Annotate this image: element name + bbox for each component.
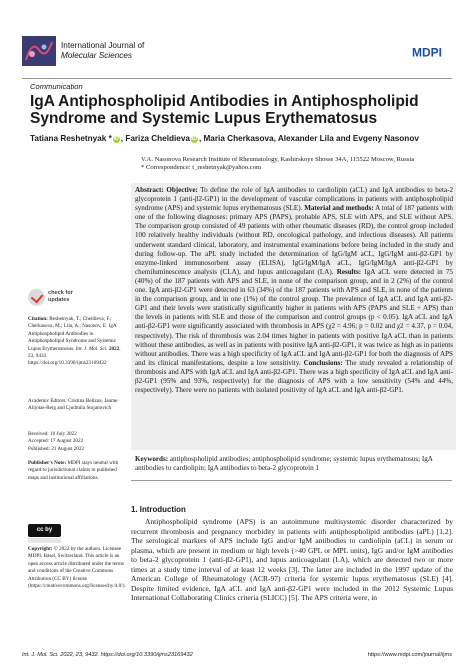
- publisher-note: [28, 460, 124, 482]
- copyright-text: © 2022 by the authors. Licensee MDPI, Basel, Switzerland. This article is an open access article distributed under the terms and conditions of the Creative Commons Attribution (CC BY) license (https://creativecommons.org/licenses/by/4.0/).: [28, 546, 126, 590]
- citation-year: 2022: [108, 345, 120, 352]
- author-cheldieva[interactable]: , Fariza Cheldieva: [120, 134, 190, 143]
- footer-journal-link[interactable]: https://www.mdpi.com/journal/ijms: [367, 652, 452, 658]
- cc-by-license-strip: [28, 538, 61, 543]
- abstract-conclusions-label: Conclusions:: [300, 358, 343, 367]
- author-others: , Maria Cherkasova, Alexander Lila and Evgeny Nasonov: [198, 134, 419, 143]
- citation-block: [28, 316, 124, 368]
- mdpi-logo[interactable]: [405, 43, 449, 66]
- citation-text: Reshetnyak, T.; Cheldieva, F.; Cherkasova, M.; Lila, A.; Nasonov, E. IgA Antiphospholipid Antibodies in Antiphospholipid Syndrome and Systemic Lupus Erythematosus.: [28, 316, 117, 352]
- article-type: Communication: [30, 82, 83, 91]
- publisher-note-text: MDPI stays neutral with regard to jurisdictional claims in published maps and institutional affiliations.: [28, 460, 119, 481]
- journal-name-line2: Molecular Sciences: [61, 51, 132, 60]
- abstract: [135, 186, 453, 395]
- abstract-methods: A total of 187 patients with one of the following diagnoses: primary APS (PAPS), probable APS, SLE with APS, and SLE without APS. The comparison group consisted of 49 patients with other rheumatic diseases (RD), the control group included 100 relatively healthy individuals (without RD, oncological pathology, and infectious diseases). All patients underwent standard clinical, laboratory, and instrumental examinations before being included in the study and during follow-up. The aPL study included the determination of IgG/IgM aCL, IgG/IgM anti-β2-GP1 by enzyme-linked immunosorbent assay (ELISA), IgG/IgM/IgA aCL, IgG/IgM/IgA anti-β2-GP1 by chemiluminescence analysis (CLA), and lupus anticoagulant (LA).: [135, 204, 453, 276]
- published-date: Published: 21 August 2022: [28, 445, 85, 452]
- accepted-date: Accepted: 17 August 2022: [28, 438, 84, 445]
- article-title: IgA Antiphospholipid Antibodies in Antiphospholipid Syndrome and Systemic Lupus Erythematosus: [30, 93, 419, 127]
- mdpi-logo-text: MDPI: [412, 45, 442, 60]
- abstract-conclusions: The study revealed a relationship of thrombosis and APS with IgA aCL and IgA anti-β2-GP1. There was a high specificity of IgA aCL and IgA anti-β2-GP1 (95% and 93%, respectively) for the diagnosis of APS with a low sensitivity (54% and 44%, respectively). There were no patients with isolated positivity of IgA aCL and IgA anti-β2-GP1.: [135, 358, 453, 395]
- keywords-text: antiphospholipid antibodies; antiphospholipid syndrome; systemic lupus erythematosus; IgA antibodies to cardiolipin; IgA antibodies to beta-2 glycoprotein 1: [135, 455, 433, 473]
- correspondence[interactable]: * Correspondence: t_reshetnyak@yahoo.com: [141, 164, 262, 172]
- mdpi-logo-icon: [405, 43, 449, 61]
- dates-block: [28, 431, 124, 453]
- citation-journal: Int. J. Mol. Sci.: [75, 345, 108, 352]
- publisher-note-label: Publisher's Note:: [28, 460, 67, 466]
- abstract-results: IgA aCL were detected in 75 (40%) of the 187 patients with APS and SLE, in none of the comparison group, and in 2 (2%) of the control one. IgA anti-β2-GP1 were detected in 63 (34%) of the 187 patients with APS and SLE, in none of the patients in the comparison group, and in one (1%) of the control group. The prevalence of IgA aCL and IgA anti-β2-GP1 and their levels were statistically significantly higher in patients with APS (PAPS and SLE + APS) than the levels in patients with SLE and those of the comparison and control groups (p < 0.05). IgA aCL and IgA anti-β2-GP1 were significantly associated with thrombosis in APS (χ2 = 4.96; p = 0.02 and χ2 = 4.37, p = 0.04, respectively). The risk of thrombosis was 2.04 times higher in patients with positive IgA aCL than in patients without these antibodies, as well as in patients with positive IgA anti-β2-GP1, it was twice as high as in patients without antibodies. There was a high specificity of IgA aCL and IgA anti-β2-GP1 for both the diagnosis of APS and its clinical manifestations, despite a low sensitivity.: [135, 267, 453, 367]
- orcid-icon[interactable]: iD: [191, 136, 197, 142]
- check-updates-label: check for: [48, 290, 73, 296]
- abstract-methods-label: Material and methods:: [302, 204, 374, 213]
- abstract-objective-label: Abstract: Objective:: [135, 186, 198, 194]
- journal-logo-icon: [22, 36, 56, 66]
- abstract-results-label: Results:: [333, 267, 362, 276]
- keywords-label: Keywords:: [135, 455, 169, 463]
- academic-editors: Academic Editors: Cristina Belizna, Jaume Alijotas-Reig and Ljudmila Stojanovich: [28, 398, 118, 412]
- header-divider: [22, 78, 452, 79]
- journal-name: [61, 41, 144, 61]
- keywords-divider: [131, 480, 452, 481]
- check-for-updates-button[interactable]: [28, 288, 88, 310]
- author-list: [30, 134, 419, 143]
- check-updates-icon: [28, 289, 45, 306]
- abstract-objective: To define the role of IgA antibodies to cardiolipin (aCL) and IgA antibodies to beta-2 glycoprotein 1 (anti-β2-GP1) in the development of vascular complications in patients with antiphospholipid syndrome (APS) and systemic lupus erythematosus (SLE).: [135, 186, 453, 213]
- received-date: Received: 10 July 2022: [28, 431, 77, 437]
- section-heading-introduction: 1. Introduction: [131, 505, 186, 514]
- orcid-icon[interactable]: iD: [113, 136, 119, 142]
- keywords: [135, 455, 453, 473]
- introduction-text: Antiphospholipid syndrome (APS) is an autoimmune multisystemic disorder characterized by recurrent thrombosis and pregnancy morbidity in patients with antiphospholipid antibodies (aPL) [1,2]. The serological markers of APS include IgG and/or IgM antibodies to cardiolipin (aCL) in serum or plasma, which are present in medium or high levels (>40 GPL or MPL units), IgG and/or IgM antibodies to beta-2 glycoprotein 1 (anti-β2-GP1), and lupus anticoagulant (LA), which are detected two or more times at a study time interval of at least 12 weeks [3]. The latter are included in the 1997 update of the American College of Rheumatology (ACR-97) criteria for systemic lupus erythematosus (SLE) [4]. Despite limited evidence, IgA aCL and IgA anti-β2-GP1 were included in the 2012 Systemic Lupus International Collaborating Clinics criteria (SLICC) [5]. The APS criteria were, in: [131, 517, 453, 603]
- author-reshetnyak[interactable]: Tatiana Reshetnyak *: [30, 134, 112, 143]
- citation-doi-link[interactable]: , 23, 9432. https://doi.org/10.3390/ijms23169432: [28, 345, 121, 367]
- footer-citation[interactable]: Int. J. Mol. Sci. 2022, 23, 9432. https://doi.org/10.3390/ijms23169432: [22, 652, 193, 658]
- copyright-block: [28, 546, 124, 590]
- cc-by-license-icon[interactable]: cc by: [28, 524, 61, 537]
- check-updates-label: updates: [48, 296, 70, 303]
- affiliation-address: V.A. Nasonova Research Institute of Rheumatology, Kashirskoye Shosse 34A, 115522 Moscow, Russia: [141, 156, 415, 163]
- journal-name-line1: International Journal of: [61, 41, 145, 50]
- citation-label: Citation:: [28, 316, 48, 322]
- copyright-label: Copyright:: [28, 546, 53, 552]
- affiliation: [141, 156, 451, 173]
